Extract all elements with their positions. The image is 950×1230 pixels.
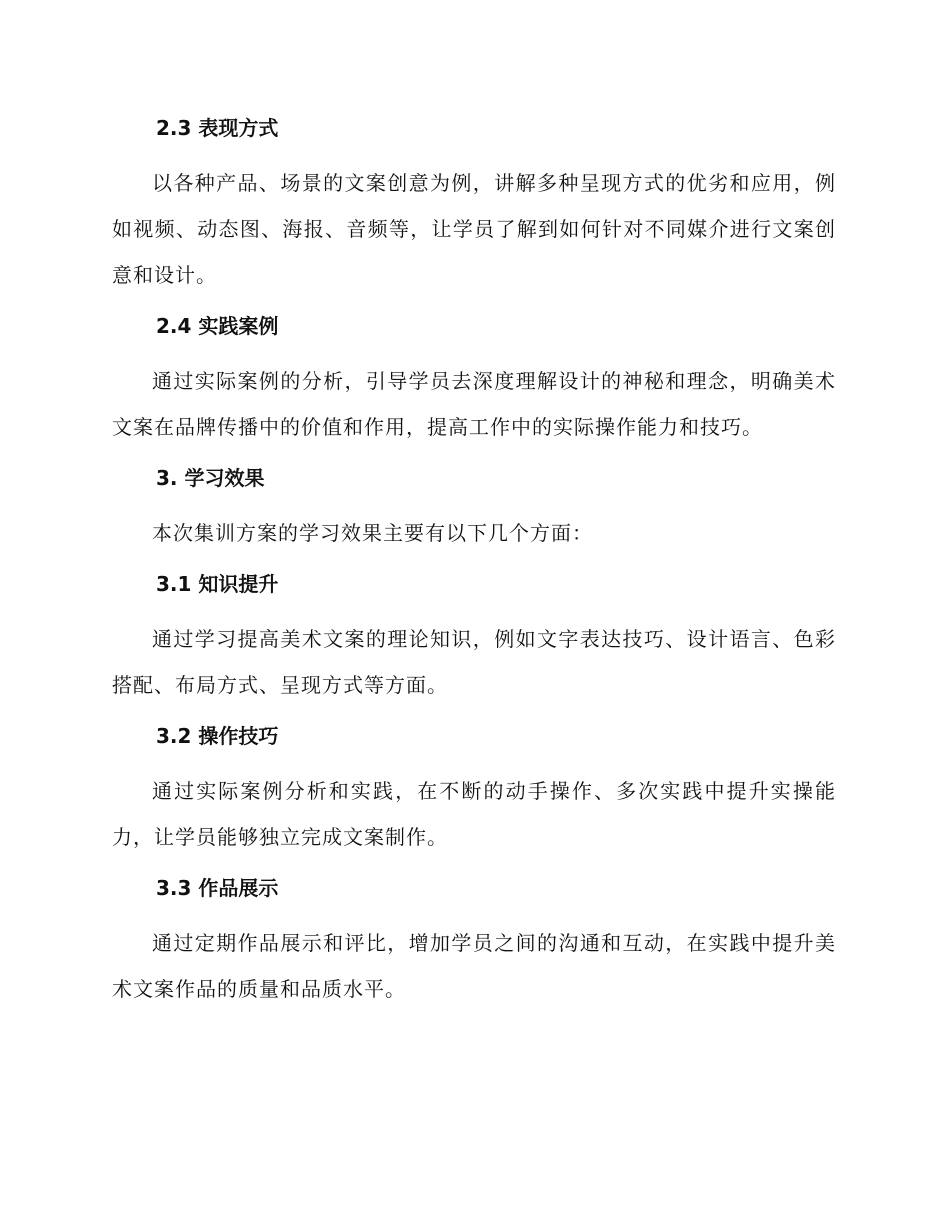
section-heading-3-2: 3.2 操作技巧: [156, 724, 279, 748]
section-heading-2-4: 2.4 实践案例: [156, 314, 279, 338]
section-paragraph-3-1: 通过学习提高美术文案的理论知识，例如文字表达技巧、设计语言、色彩搭配、布局方式、呈现方式等方面。: [112, 627, 836, 697]
section-paragraph-3: 本次集训方案的学习效果主要有以下几个方面：: [152, 521, 593, 545]
document-body: [112, 110, 836, 1012]
section-heading-3: 3. 学习效果: [156, 466, 265, 490]
section-paragraph-2-3: 以各种产品、场景的文案创意为例，讲解多种呈现方式的优劣和应用，例如视频、动态图、海报、音频等，让学员了解到如何针对不同媒介进行文案创意和设计。: [112, 171, 836, 287]
section-paragraph-3-3: 通过定期作品展示和评比，增加学员之间的沟通和互动，在实践中提升美术文案作品的质量和品质水平。: [112, 931, 836, 1001]
section-paragraph-2-4: 通过实际案例的分析，引导学员去深度理解设计的神秘和理念，明确美术文案在品牌传播中的价值和作用，提高工作中的实际操作能力和技巧。: [112, 369, 836, 439]
section-paragraph-3-2: 通过实际案例分析和实践，在不断的动手操作、多次实践中提升实操能力，让学员能够独立完成文案制作。: [112, 779, 836, 849]
section-heading-3-3: 3.3 作品展示: [156, 876, 279, 900]
section-heading-2-3: 2.3 表现方式: [156, 116, 279, 140]
section-heading-3-1: 3.1 知识提升: [156, 572, 279, 596]
